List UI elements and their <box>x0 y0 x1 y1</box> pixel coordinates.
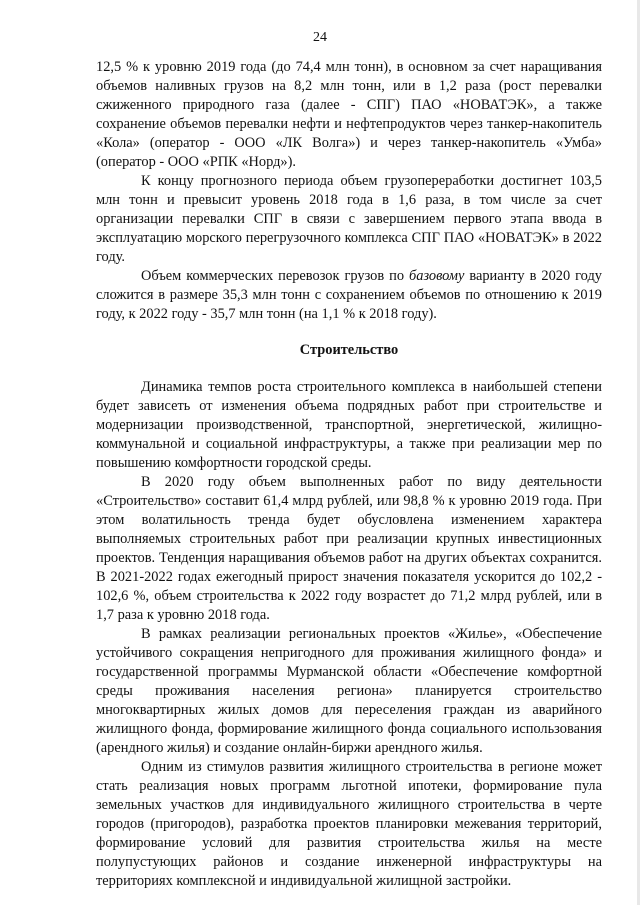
paragraph-construction-volume: В 2020 году объем выполненных работ по виду деятельности «Строительство» составит 61,4 млрд рублей, или 98,8 % к уровню 2019 года. При этом волатильность тренда будет обусловлена изменением характера выполняемых строительных работ при реализации крупных инвестиционных проектов. Тенденция наращивания объемов работ на других объектах сохранится. В 2021-2022 годах ежегодный прирост значения показателя ускорится до 102,2 - 102,6 %, объем строительства к 2022 году возрастет до 71,2 млрд рублей, или в 1,7 раза к уровню 2018 года. <box>96 474 602 623</box>
emphasis-base-variant: базовому <box>409 268 465 284</box>
paragraph-regional-projects: В рамках реализации региональных проектов «Жилье», «Обеспечение устойчивого сокращения непригодного для проживания жилищного фонда» и государственной программы Мурманской области «Обеспечение комфортной среды проживания населения региона» планируется строительство многоквартирных жилых домов для переселения граждан из аварийного жилищного фонда, формирование жилищного фонда социального использования (арендного жилья) и создание онлайн-биржи арендного жилья. <box>96 626 602 756</box>
paragraph-commercial-transport <box>96 267 602 324</box>
document-body <box>96 58 602 891</box>
paragraph-housing-stimuli: Одним из стимулов развития жилищного строительства в регионе может стать реализация новых программ льготной ипотеки, формирование пула земельных участков для индивидуального жилищного строительства в черте городов (пригородов), разработка проектов планировки межевания территорий, формирование условий для развития строительства жилья на месте полупустующих районов и создание инженерной инфраструктуры на территориях комплексной и индивидуальной жилищной застройки. <box>96 759 602 889</box>
page-number: 24 <box>313 30 327 45</box>
paragraph-commercial-transport-start: Объем коммерческих перевозок грузов по <box>141 268 410 284</box>
section-heading-construction: Строительство <box>299 342 399 358</box>
paragraph-cargo-forecast-end: К концу прогнозного периода объем грузопереработки достигнет 103,5 млн тонн и превысит уровень 2018 года в 1,6 раза, в том числе за счет организации перевалки СПГ в связи с завершением первого этапа ввода в эксплуатацию морского перегрузочного комплекса СПГ ПАО «НОВАТЭК» в 2022 году. <box>96 173 602 265</box>
paragraph-commercial-transport-end: варианту в 2020 году сложится в размере 35,3 млн тонн с сохранением объемов по отношению к 2019 году, к 2022 году - 35,7 млн тонн (на 1,1 % к 2018 году). <box>96 268 602 322</box>
paragraph-construction-dynamics: Динамика темпов роста строительного комплекса в наибольшей степени будет зависеть от изменения объема подрядных работ при строительстве и модернизации производственной, транспортной, энергетической, жилищно-коммунальной и социальной инфраструктуры, а также при реализации мер по повышению комфортности городской среды. <box>96 379 602 471</box>
paragraph-cargo-continued: 12,5 % к уровню 2019 года (до 74,4 млн тонн), в основном за счет наращивания объемов наливных грузов на 8,2 млн тонн, или в 1,2 раза (рост перевалки сжиженного природного газа (далее - СПГ) ПАО «НОВАТЭК», а также сохранение объемов перевалки нефти и нефтепродуктов через танкер-накопитель «Кола» (оператор - ООО «ЛК Волга») и через танкер-накопитель «Умба» (оператор - ООО «РПК «Норд»). <box>96 59 602 170</box>
